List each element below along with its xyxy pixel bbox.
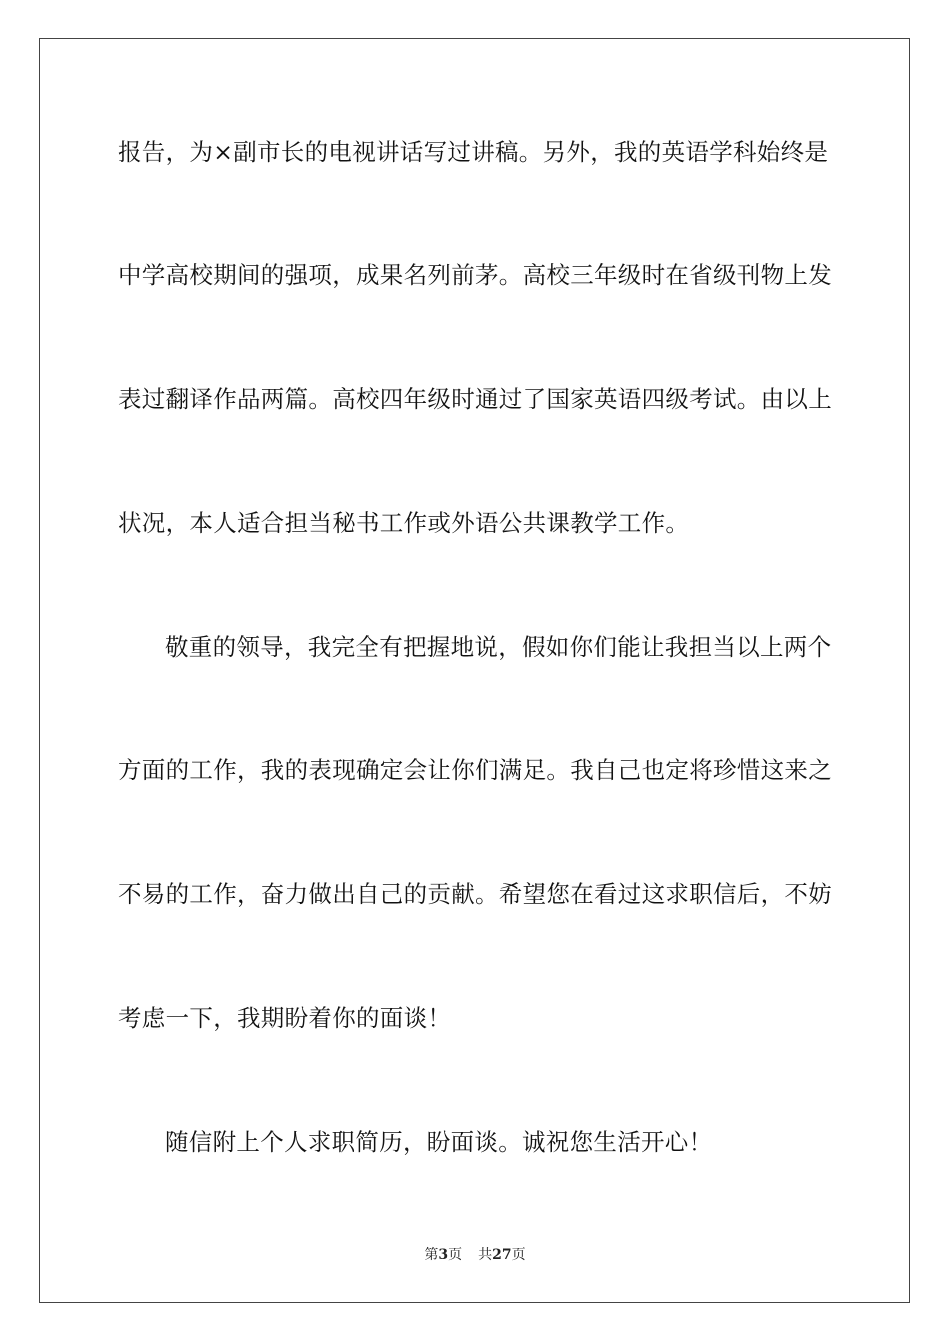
- page-number: 3: [438, 1247, 449, 1263]
- paragraph-2-line-2: 方面的工作，我的表现确定会让你们满足。我自己也定将珍惜这来之: [118, 756, 832, 784]
- paragraph-2-line-4: 考虑一下，我期盼着你的面谈！: [118, 1004, 452, 1032]
- text-line-1: 报告，为×副市长的电视讲话写过讲稿。另外，我的英语学科始终是: [118, 138, 829, 166]
- total-prefix: 共: [478, 1247, 493, 1263]
- text-line-2: 中学高校期间的强项，成果名列前茅。高校三年级时在省级刊物上发: [118, 261, 832, 289]
- text-line-4: 状况，本人适合担当秘书工作或外语公共课教学工作。: [118, 509, 690, 537]
- page-suffix: 页: [448, 1247, 463, 1263]
- page-footer: [0, 1246, 950, 1264]
- paragraph-2-line-1: 敬重的领导，我完全有把握地说，假如你们能让我担当以上两个: [165, 633, 832, 661]
- paragraph-2-line-3: 不易的工作，奋力做出自己的贡献。希望您在看过这求职信后，不妨: [118, 880, 832, 908]
- total-suffix: 页: [511, 1247, 526, 1263]
- total-pages: 27: [492, 1247, 512, 1263]
- page-border: [39, 38, 910, 1303]
- page-prefix: 第: [424, 1247, 439, 1263]
- text-line-3: 表过翻译作品两篇。高校四年级时通过了国家英语四级考试。由以上: [118, 385, 832, 413]
- paragraph-3-line-1: 随信附上个人求职简历，盼面谈。诚祝您生活开心！: [165, 1128, 713, 1156]
